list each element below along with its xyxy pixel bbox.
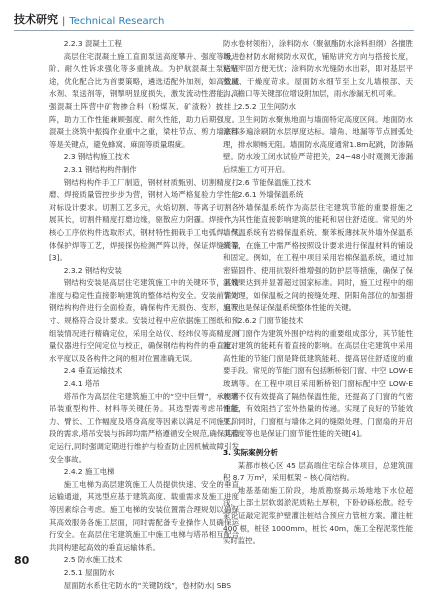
paragraph-steel-fabrication: 钢结构构件手工厂制造，钢材材质甄别、切割精度打磨、焊接质量管控步步为营，钢材入场严格复验力学性能对标设计要求。切割工艺多元，火焰切割、等离子切割各展其长，切割件精度打磨边缘，驱散应力阴霾。焊接作为核心工序依构件选取形式，钢材特性拥栽手工电弧焊、气体保护焊等工艺，焊接探伤检测严阵以待，保证焊缝质量[3]。 (49, 177, 239, 263)
heading-steel-installation: 2.3.2 钢结构安装 (63, 265, 122, 275)
page-header (14, 6, 414, 31)
paragraph-steel-installation: 钢结构安装是高层住宅建筑施工中的关键环节，其精准度与稳定性直接影响建筑的整体结构安全。安装前需对钢结构构件进行全面检查，确保构件无损伤、变形，且尺寸、规格符合设计要求。安装过程中应依据施工图纸和预组装情况进行精确定位，采用全站仪、经纬仪等高精度测量仪器进行空间定位与校正，确保钢结构构件的垂直度、水平度以及各构件之间的相对位置准确无误。 (49, 278, 239, 363)
heading-waterproofing: 2.5 防水施工技术 (63, 555, 123, 565)
section-title-en: Technical Research (69, 16, 165, 27)
paragraph-case-study-intro: 某都市核心区 45 层高端住宅综合体项目，总建筑面积 8.7 万m²，采用框架 – 核心筒结构。 (223, 460, 413, 483)
heading-vertical-transport: 2.4 垂直运输技术 (63, 366, 123, 376)
paragraph-case-study-foundation: 地基基础施工阶段，地质勘察揭示场地地下水位超浅，上部土层软弱淤泥质粘土厚积，下卧砂砾松散。经专家论证敲定泥浆护壁灌注桩结合预应力管桩方案。灌注桩 400 根，桩径 1000mm，桩长 40m，施工全程泥浆性能实时监控。 (223, 485, 413, 546)
paragraph-tower-crane: 塔吊作为高层住宅建筑施工中的“空中巨臂”，承担着吊装重型构件、材料等关键任务。其选型需考虑吊重能力、臂长、工作幅度及塔身高度等因素以满足不同施工阶段的需求,塔吊安装与拆卸均需严格遵循安全规范,确保其稳定运行,同时强调定期进行维护与检查防止因机械故障引发安全事故。 (49, 391, 239, 464)
paragraph-concrete: 高层住宅混凝土施工直面泵送高度攀升、强度等级进阶、耐久性诉求强化等多重挑战。为护航混凝土泵送征途，优化配合比为首要策略，遴选适配外加剂，如高效减水剂、泵送剂等，钢掣明显度损失，激发流动性潜能。高强混凝土阵营中矿物掺合料（粉煤灰、矿渣粉）披挂上阵，助力工作性能兼顾强度、耐久性能，助力后期强度。混凝土浇筑中振捣作业重中之重，梁柱节点、剪力墙底部等是关键点，避免蜂窝、麻面等质量瑕疵。 (49, 51, 239, 149)
section-title-zh: 技术研究 (14, 13, 58, 26)
heading-steel-fabrication: 2.3.1 钢结构构件制作 (63, 164, 137, 174)
page-number: 80 (14, 554, 30, 567)
paragraph-construction-elevator: 施工电梯为高层建筑施工人员提供快速、安全的垂直运输通道，其选型应基于建筑高度、载重需求及施工进度等因素综合考虑。施工电梯的安装位置需合理规划以确保其高效服务各施工层面，同时需配备专业操作人员确保运行安全。在高层住宅建筑施工中施工电梯与塔吊相互配合共同构建起高效的垂直运输体系。 (49, 479, 239, 552)
heading-tower-crane: 2.4.1 塔吊 (63, 379, 100, 389)
heading-door-window-energy: 2.6.2 门窗节能技术 (237, 316, 304, 326)
heading-exterior-wall-insulation: 2.6.1 外墙保温系统 (237, 190, 304, 200)
paragraph-exterior-wall-insulation: 外墙保温系统作为高层住宅建筑节能的重要措施之一，其性能直接影响建筑的能耗和居住舒适度。常见的外墙保温系统有岩棉保温系统、聚苯板薄抹灰外墙外保温系统等，在施工中需严格按照设计要求进行保温材料的铺设和固定。例如，在工程中项目采用岩棉保温系统，通过加密锚固件、使用抗裂纤维增强的防护层等措施，确保了保温效果达到并显著超过国家标准。同时，施工过程中的细节处理，如保温板之间的接缝处理、阴阳角部位的加强措施等也是保证保温系统整体性能的关键。 (223, 202, 413, 313)
paragraph-door-window-energy: 门窗作为建筑外围护结构的重要组成部分，其节能性能对建筑的能耗有着直接的影响。在高层住宅建筑中采用高性能的节能门窗是降低建筑能耗、提高居住舒适度的重要手段。常见的节能门窗有包括断桥铝门窗、中空 LOW-E 玻璃等。在工程中项目采用断桥铝门窗标配中空 LOW-E 玻璃不仅有效提高了隔热保温性能，还提高了门窗的气密性能，有效阻挡了室外热量的传递。实现了良好的节能效果。同时，门窗框与墙体之间的缝隙处理、门窗扇的开启灵活度等也是保证门窗节能性能的关键[4]。 (223, 328, 413, 439)
heading-bathroom-waterproofing: 2.5.2 卫生间防水 (237, 101, 296, 111)
heading-concrete: 2.2.3 混凝土工程 (63, 39, 122, 48)
paragraph-bathroom-waterproofing: 卫生间防水聚焦地面与墙面特定高度区间。地面防水涂料多遍涂刷防水层厚度达标。墙角、地漏等节点圆弧处理，排水顺畅无阻。墙面防水高度通常1.8m起跳，防渗隔壁。防水竣工闭水试验严苛把关，24~48小时观测无渗漏后续施工方可开启。 (223, 114, 413, 174)
paragraph-roof-waterproofing-cont: 防水卷材领衔），涂料防水（聚氨酯防水涂料担纲）各擅胜场，卷材防水耐候防水双优，铺贴讲究方向与搭接长度，粘贴牢固方便无忧；涂料防水光缝防水出彩，即对基层平整度、干燥度苛求。屋面防水细节至上女儿墙根部、天沟、檐口等关键部位增设附加层，雨水渗漏无机可乘。 (223, 39, 413, 99)
header-separator: | (62, 16, 66, 27)
right-column (223, 38, 413, 548)
heading-roof-waterproofing: 2.5.1 屋面防水 (63, 567, 115, 577)
heading-construction-elevator: 2.4.2 施工电梯 (63, 467, 115, 477)
heading-case-study: 3. 实际案例分析 (223, 448, 278, 457)
paragraph-roof-waterproofing: 屋面防水系住宅防水的“关键防线”，卷材防水| SBS (63, 580, 232, 590)
left-column (49, 38, 239, 592)
heading-steel-structure: 2.3 钢结构施工技术 (63, 152, 130, 162)
heading-insulation: 2.6 节能保温施工技术 (237, 177, 312, 187)
